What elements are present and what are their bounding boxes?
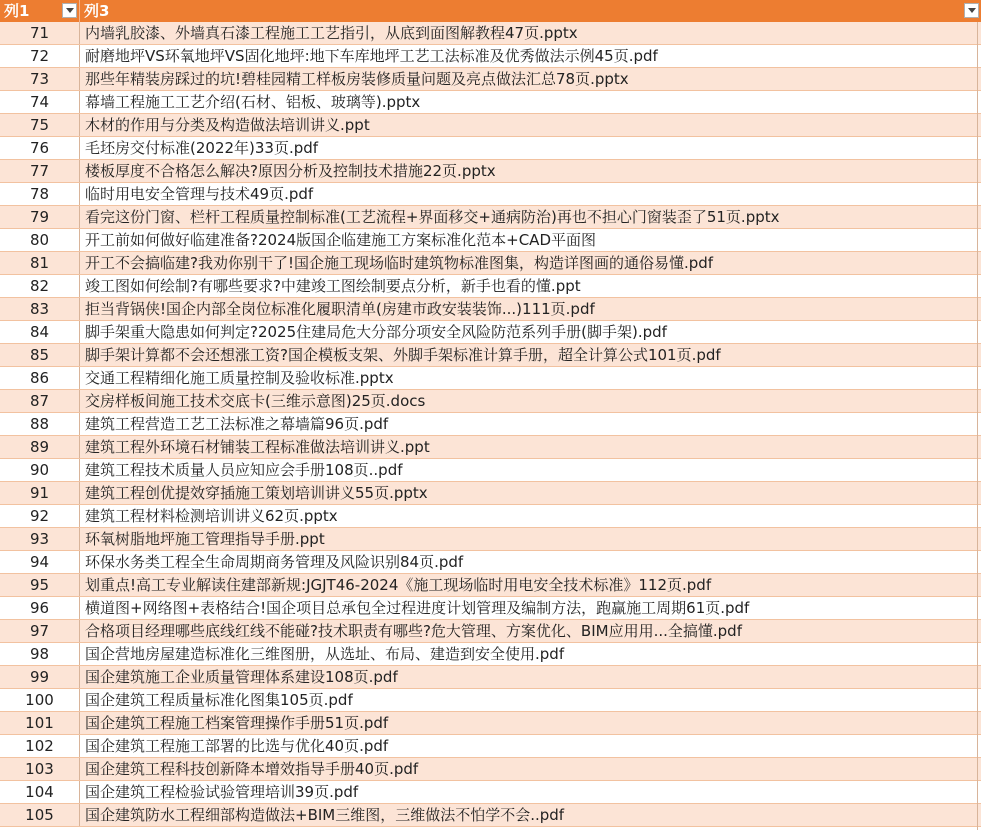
table-row[interactable] <box>0 114 981 137</box>
table-row[interactable] <box>0 91 981 114</box>
table-row[interactable] <box>0 505 981 528</box>
table-row[interactable] <box>0 344 981 367</box>
row-number-cell[interactable]: 86 <box>0 367 80 389</box>
row-number-cell[interactable]: 75 <box>0 114 80 136</box>
table-row[interactable] <box>0 781 981 804</box>
table-row[interactable] <box>0 804 981 827</box>
file-name-cell[interactable]: 临时用电安全管理与技术49页.pdf <box>85 185 314 203</box>
table-row[interactable] <box>0 528 981 551</box>
table-row[interactable] <box>0 436 981 459</box>
table-body <box>0 22 981 827</box>
row-number-cell[interactable]: 102 <box>0 735 80 757</box>
file-name-cell[interactable]: 拒当背锅侠!国企内部全岗位标准化履职清单(房建市政安装装饰...)111页.pdf <box>85 300 595 318</box>
file-name-cell[interactable]: 竣工图如何绘制?有哪些要求?中建竣工图绘制要点分析，新手也看的懂.ppt <box>85 277 581 295</box>
file-name-cell[interactable]: 楼板厚度不合格怎么解决?原因分析及控制技术措施22页.pptx <box>85 162 496 180</box>
file-name-cell[interactable]: 国企营地房屋建造标准化三维图册，从选址、布局、建造到安全使用.pdf <box>85 645 565 663</box>
row-number-cell[interactable]: 74 <box>0 91 80 113</box>
row-number-cell[interactable]: 82 <box>0 275 80 297</box>
row-number-cell[interactable]: 90 <box>0 459 80 481</box>
row-number-cell[interactable]: 84 <box>0 321 80 343</box>
table-row[interactable] <box>0 252 981 275</box>
header-col3-label: 列3 <box>84 2 110 20</box>
file-name-cell[interactable]: 国企建筑防水工程细部构造做法+BIM三维图，三维做法不怕学不会..pdf <box>85 806 565 824</box>
table-row[interactable] <box>0 643 981 666</box>
row-number-cell[interactable]: 91 <box>0 482 80 504</box>
row-number-cell[interactable]: 103 <box>0 758 80 780</box>
table-row[interactable] <box>0 551 981 574</box>
row-number-cell[interactable]: 71 <box>0 22 80 44</box>
file-name-cell[interactable]: 国企建筑工程检验试验管理培训39页.pdf <box>85 783 359 801</box>
file-name-cell[interactable]: 看完这份门窗、栏杆工程质量控制标准(工艺流程+界面移交+通病防治)再也不担心门窗装歪了51页.pptx <box>85 208 780 226</box>
row-number-cell[interactable]: 95 <box>0 574 80 596</box>
table-row[interactable] <box>0 574 981 597</box>
row-number-cell[interactable]: 79 <box>0 206 80 228</box>
file-name-cell[interactable]: 耐磨地坪VS环氧地坪VS固化地坪:地下车库地坪工艺工法标准及优秀做法示例45页.pdf <box>85 47 658 65</box>
file-name-cell[interactable]: 开工不会搞临建?我劝你别干了!国企施工现场临时建筑物标准图集，构造详图画的通俗易懂.pdf <box>85 254 714 272</box>
row-number-cell[interactable]: 101 <box>0 712 80 734</box>
row-number-cell[interactable]: 73 <box>0 68 80 90</box>
file-name-cell[interactable]: 建筑工程技术质量人员应知应会手册108页..pdf <box>85 461 403 479</box>
file-name-cell[interactable]: 毛坯房交付标准(2022年)33页.pdf <box>85 139 319 157</box>
file-name-cell[interactable]: 合格项目经理哪些底线红线不能碰?技术职责有哪些?危大管理、方案优化、BIM应用用...全搞懂.pdf <box>85 622 742 640</box>
file-name-cell[interactable]: 建筑工程创优提效穿插施工策划培训讲义55页.pptx <box>85 484 428 502</box>
row-number-cell[interactable]: 105 <box>0 804 80 826</box>
file-name-cell[interactable]: 建筑工程外环境石材铺装工程标准做法培训讲义.ppt <box>85 438 430 456</box>
file-name-cell[interactable]: 横道图+网络图+表格结合!国企项目总承包全过程进度计划管理及编制方法，跑赢施工周期61页.pdf <box>85 599 750 617</box>
file-name-cell[interactable]: 国企建筑工程施工部署的比选与优化40页.pdf <box>85 737 389 755</box>
table-row[interactable] <box>0 712 981 735</box>
table-row[interactable] <box>0 137 981 160</box>
file-name-cell[interactable]: 那些年精装房踩过的坑!碧桂园精工样板房装修质量问题及亮点做法汇总78页.pptx <box>85 70 629 88</box>
header-col3[interactable] <box>80 0 981 22</box>
file-name-cell[interactable]: 环保水务类工程全生命周期商务管理及风险识别84页.pdf <box>85 553 464 571</box>
table-row[interactable] <box>0 298 981 321</box>
table-row[interactable] <box>0 482 981 505</box>
row-number-cell[interactable]: 98 <box>0 643 80 665</box>
table-row[interactable] <box>0 68 981 91</box>
table-row[interactable] <box>0 206 981 229</box>
file-name-cell[interactable]: 脚手架计算都不会还想涨工资?国企模板支架、外脚手架标准计算手册，超全计算公式101页.pdf <box>85 346 721 364</box>
table-row[interactable] <box>0 229 981 252</box>
filter-dropdown-icon[interactable] <box>964 3 979 18</box>
row-number-cell[interactable]: 85 <box>0 344 80 366</box>
row-number-cell[interactable]: 78 <box>0 183 80 205</box>
row-number-cell[interactable]: 81 <box>0 252 80 274</box>
file-name-cell[interactable]: 建筑工程材料检测培训讲义62页.pptx <box>85 507 338 525</box>
row-number-cell[interactable]: 99 <box>0 666 80 688</box>
file-name-cell[interactable]: 国企建筑施工企业质量管理体系建设108页.pdf <box>85 668 398 686</box>
row-number-cell[interactable]: 80 <box>0 229 80 251</box>
row-number-cell[interactable]: 87 <box>0 390 80 412</box>
table-row[interactable] <box>0 22 981 45</box>
file-name-cell[interactable]: 交房样板间施工技术交底卡(三维示意图)25页.docs <box>85 392 426 410</box>
table-row[interactable] <box>0 620 981 643</box>
header-row <box>0 0 981 22</box>
table-row[interactable] <box>0 597 981 620</box>
filter-dropdown-icon[interactable] <box>62 3 77 18</box>
file-name-cell[interactable]: 环氧树脂地坪施工管理指导手册.ppt <box>85 530 325 548</box>
row-number-cell[interactable]: 92 <box>0 505 80 527</box>
table-row[interactable] <box>0 160 981 183</box>
file-name-cell[interactable]: 建筑工程营造工艺工法标准之幕墙篇96页.pdf <box>85 415 389 433</box>
table-row[interactable] <box>0 367 981 390</box>
file-name-cell[interactable]: 国企建筑工程施工档案管理操作手册51页.pdf <box>85 714 389 732</box>
table-row[interactable] <box>0 735 981 758</box>
file-name-cell[interactable]: 开工前如何做好临建准备?2024版国企临建施工方案标准化范本+CAD平面图 <box>85 231 596 249</box>
column-border <box>977 22 978 830</box>
row-number-cell[interactable]: 72 <box>0 45 80 67</box>
row-number-cell[interactable]: 76 <box>0 137 80 159</box>
file-name-cell[interactable]: 内墙乳胶漆、外墙真石漆工程施工工艺指引，从底到面图解教程47页.pptx <box>85 24 578 42</box>
table-row[interactable] <box>0 689 981 712</box>
row-number-cell[interactable]: 100 <box>0 689 80 711</box>
file-name-cell[interactable]: 幕墙工程施工工艺介绍(石材、铝板、玻璃等).pptx <box>85 93 421 111</box>
file-name-cell[interactable]: 划重点!高工专业解读住建部新规:JGJT46-2024《施工现场临时用电安全技术标准》112页.pdf <box>85 576 712 594</box>
file-name-cell[interactable]: 国企建筑工程质量标准化图集105页.pdf <box>85 691 353 709</box>
table-row[interactable] <box>0 666 981 689</box>
header-col1[interactable] <box>0 0 80 22</box>
row-number-cell[interactable]: 104 <box>0 781 80 803</box>
table-row[interactable] <box>0 275 981 298</box>
table-row[interactable] <box>0 390 981 413</box>
file-name-cell[interactable]: 脚手架重大隐患如何判定?2025住建局危大分部分项安全风险防范系列手册(脚手架).pdf <box>85 323 667 341</box>
row-number-cell[interactable]: 94 <box>0 551 80 573</box>
header-col1-label: 列1 <box>4 2 30 20</box>
row-number-cell[interactable]: 88 <box>0 413 80 435</box>
file-name-cell[interactable]: 交通工程精细化施工质量控制及验收标准.pptx <box>85 369 394 387</box>
row-number-cell[interactable]: 97 <box>0 620 80 642</box>
file-name-cell[interactable]: 木材的作用与分类及构造做法培训讲义.ppt <box>85 116 370 134</box>
row-number-cell[interactable]: 96 <box>0 597 80 619</box>
table-row[interactable] <box>0 45 981 68</box>
table-row[interactable] <box>0 459 981 482</box>
row-number-cell[interactable]: 83 <box>0 298 80 320</box>
table-row[interactable] <box>0 758 981 781</box>
file-name-cell[interactable]: 国企建筑工程科技创新降本增效指导手册40页.pdf <box>85 760 419 778</box>
table-row[interactable] <box>0 321 981 344</box>
row-number-cell[interactable]: 77 <box>0 160 80 182</box>
row-number-cell[interactable]: 89 <box>0 436 80 458</box>
table-row[interactable] <box>0 413 981 436</box>
table-row[interactable] <box>0 183 981 206</box>
row-number-cell[interactable]: 93 <box>0 528 80 550</box>
